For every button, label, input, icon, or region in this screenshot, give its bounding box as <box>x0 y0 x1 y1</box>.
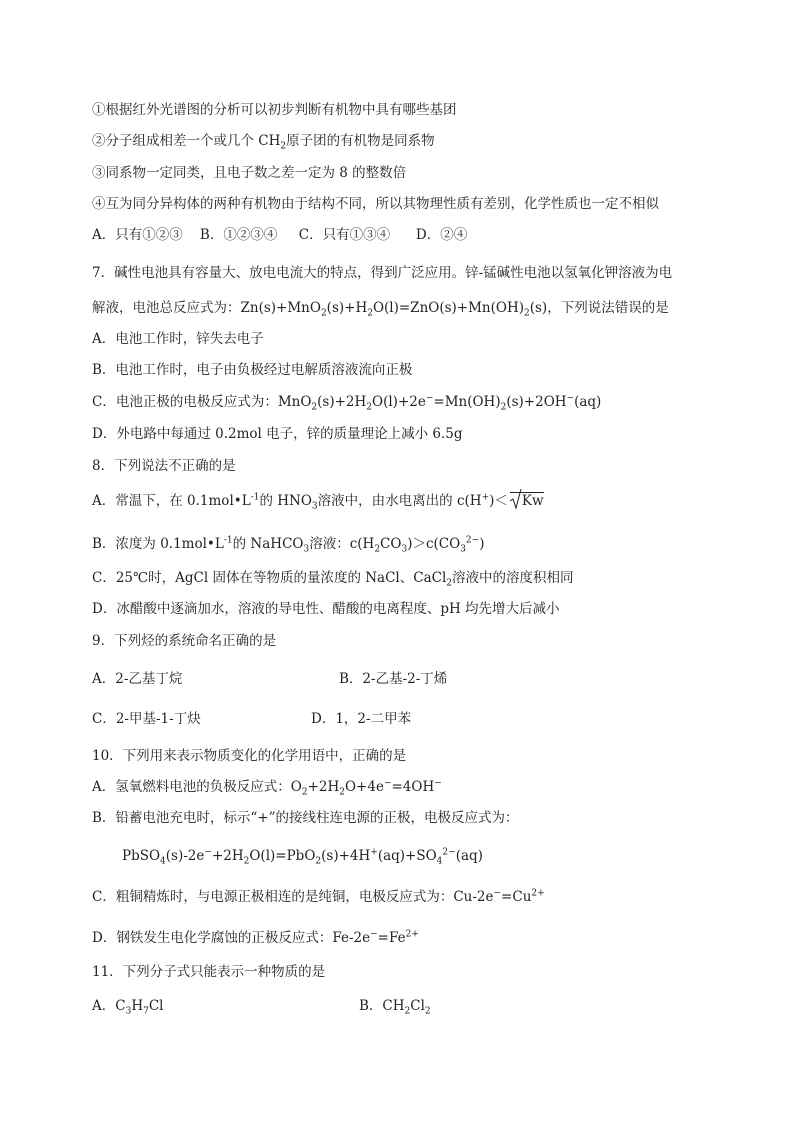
q11-option-a: A．$C_3H_7Cl$ <box>92 998 164 1017</box>
q8-option-c: C．25℃时，AgCl 固体在等物质的量浓度的 NaCl、CaCl$_2$溶液中的溶度积相同 <box>92 570 574 589</box>
q10-stem: 10．下列用来表示物质变化的化学用语中，正确的是 <box>92 748 407 764</box>
q10-option-b: B．铅蓄电池充电时，标示“+”的接线柱连电源的正极，电极反应式为： <box>92 810 519 826</box>
q7-option-a: A．电池工作时，锌失去电子 <box>92 331 264 347</box>
q7-option-c: C．电池正极的电极反应式为：$MnO_2(s)+2H_2O(l)+2e^-=Mn(OH)_2(s)+2OH^-(aq)$ <box>92 393 602 413</box>
q7-option-b: B．电池工作时，电子由负极经过电解质溶液流向正极 <box>92 362 413 378</box>
q10-option-d: D．钢铁发生电化学腐蚀的正极反应式：$Fe-2e^-=Fe^{2+}$ <box>92 929 419 946</box>
q10-option-b-equation: $PbSO_4(s)-2e^-+2H_2O(l)=PbO_2(s)+4H^+(aq)+SO_4^{2-}(aq)$ <box>122 847 483 867</box>
sqrt-icon <box>510 489 522 511</box>
q11-stem: 11．下列分子式只能表示一种物质的是 <box>92 964 326 980</box>
q9-stem: 9．下列烃的系统命名正确的是 <box>92 633 277 649</box>
q9-option-a: A．2-乙基丁烷 <box>92 671 183 687</box>
q10-option-a: A．氢氧燃料电池的负极反应式：$O_2+2H_2O+4e^-=4OH^-$ <box>92 778 442 798</box>
q6-statement-3: ③同系物一定同类，且电子数之差一定为 8 的整数倍 <box>92 165 407 181</box>
q8-stem: 8．下列说法不正确的是 <box>92 458 236 474</box>
q6-statement-2: ②分子组成相差一个或几个 $CH_2$原子团的有机物是同系物 <box>92 133 435 152</box>
sqrt-kw: Kw <box>510 492 544 510</box>
q7-stem-line2: 解液，电池总反应式为：$Zn(s)+MnO_2(s)+H_2O(l)=ZnO(s)+Mn(OH)_2(s)$，下列说法错误的是 <box>92 300 669 319</box>
q9-option-b: B．2-乙基-2-丁烯 <box>339 671 448 687</box>
q9-option-c: C．2-甲基-1-丁炔 <box>92 711 201 727</box>
q7-stem-line1: 7．碱性电池具有容量大、放电电流大的特点，得到广泛应用。锌-锰碱性电池以氢氧化钾溶液为电 <box>92 265 673 281</box>
q10-option-c: C．粗铜精炼时，与电源正极相连的是纯铜，电极反应式为：$Cu-2e^-=Cu^{2+}$ <box>92 888 545 905</box>
q6-options: A．只有①②③ B．①②③④ C．只有①③④ D．②④ <box>92 227 468 243</box>
q6-statement-1: ①根据红外光谱图的分析可以初步判断有机物中具有哪些基团 <box>92 102 457 118</box>
q8-option-b: B．浓度为 $0.1mol•L^{-1}$的 NaHCO$_3$溶液：$c(H_2CO_3)>c(CO_3^{2-})$ <box>92 535 485 555</box>
q7-option-d: D．外电路中每通过 0.2mol 电子，锌的质量理论上减小 6.5g <box>92 426 463 442</box>
q6-statement-4: ④互为同分异构体的两种有机物由于结构不同，所以其物理性质有差别，化学性质也一定不相似 <box>92 196 659 212</box>
q8-option-d: D．冰醋酸中逐滴加水，溶液的导电性、醋酸的电离程度、pH 均先增大后减小 <box>92 601 560 617</box>
q8-option-a: A．常温下，在 $0.1mol•L^{-1}$的 $HNO_3$溶液中，由水电离出的 c(H+)＜ Kw <box>92 492 544 510</box>
q11-option-b: B．$CH_2Cl_2$ <box>359 998 431 1017</box>
q9-option-d: D．1，2-二甲苯 <box>311 711 412 727</box>
